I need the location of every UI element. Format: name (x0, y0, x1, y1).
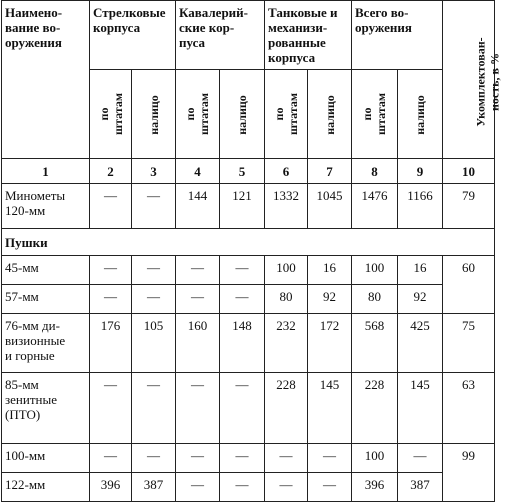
table-cell: 148 (220, 314, 265, 373)
table-cell: 145 (398, 373, 443, 444)
header-rifle-corps: Стрелковые корпуса (90, 1, 176, 70)
table-cell: 75 (443, 314, 495, 373)
table-cell: — (398, 444, 443, 473)
subheader-text: по штатам (272, 92, 301, 136)
table-row (2, 314, 495, 373)
table-cell: 80 (352, 285, 398, 314)
subheader-text: по штатам (183, 92, 212, 136)
table-cell: — (132, 444, 176, 473)
table-cell: — (132, 184, 176, 229)
subheader-rifle-available (132, 70, 176, 159)
row-name: 45-мм (2, 256, 90, 285)
column-number: 1 (2, 159, 90, 184)
subheader-tank-by-staff (265, 70, 308, 159)
table-cell: 60 (443, 256, 495, 314)
section-title: Пушки (2, 229, 495, 256)
column-number: 7 (308, 159, 352, 184)
table-cell: — (132, 256, 176, 285)
subheader-text: налицо (413, 94, 428, 135)
table-cell: 425 (398, 314, 443, 373)
table-cell: — (90, 184, 132, 229)
table-cell: 92 (398, 285, 443, 314)
header-total-weapons: Всего во- оружения (352, 1, 443, 70)
table-cell: 100 (265, 256, 308, 285)
table-cell: 1045 (308, 184, 352, 229)
table-row (2, 473, 495, 502)
table-cell: — (132, 285, 176, 314)
table-cell: 121 (220, 184, 265, 229)
table-cell: 228 (265, 373, 308, 444)
header-staffing-percent-text: Укомплектован- ность, в % (473, 36, 502, 127)
table-cell: — (90, 256, 132, 285)
table-cell: 99 (443, 444, 495, 502)
table-cell: 387 (398, 473, 443, 502)
table-cell: — (265, 444, 308, 473)
table-cell: 228 (352, 373, 398, 444)
header-cavalry-corps: Кавалерий- ские кор- пуса (176, 1, 265, 70)
table-cell: — (220, 444, 265, 473)
table-row (2, 373, 495, 444)
subheader-text: налицо (146, 94, 161, 135)
column-number: 8 (352, 159, 398, 184)
table-cell: 172 (308, 314, 352, 373)
table-cell: 100 (352, 444, 398, 473)
table-cell: — (220, 373, 265, 444)
table-row (2, 285, 495, 314)
table-cell: 16 (398, 256, 443, 285)
weapons-table (1, 0, 502, 502)
column-number: 10 (443, 159, 495, 184)
table-cell: — (220, 285, 265, 314)
subheader-cavalry-available (220, 70, 265, 159)
table-cell: 105 (132, 314, 176, 373)
table-cell: 176 (90, 314, 132, 373)
subheader-text: налицо (322, 94, 337, 135)
header-row (2, 1, 495, 70)
table-cell: 1476 (352, 184, 398, 229)
header-weapon-name: Наимено- вание во- оружения (2, 1, 90, 159)
table-cell: 80 (265, 285, 308, 314)
row-name: 122-мм (2, 473, 90, 502)
table-cell: 145 (308, 373, 352, 444)
table-cell: 396 (352, 473, 398, 502)
header-staffing-percent (443, 1, 502, 159)
table-cell: 79 (443, 184, 495, 229)
table-cell: 63 (443, 373, 495, 444)
table-cell: — (176, 285, 220, 314)
table-cell: — (308, 473, 352, 502)
table-row (2, 184, 495, 229)
column-number: 9 (398, 159, 443, 184)
row-name: 85-мм зенитные (ПТО) (2, 373, 90, 444)
table-cell: — (90, 373, 132, 444)
section-row (2, 229, 495, 256)
subheader-text: по штатам (97, 92, 126, 136)
table-cell: — (176, 373, 220, 444)
table-cell: 1332 (265, 184, 308, 229)
header-tank-corps: Танковые и механизи- рованные корпуса (265, 1, 352, 70)
table-cell: 387 (132, 473, 176, 502)
subheader-rifle-by-staff (90, 70, 132, 159)
row-name: 57-мм (2, 285, 90, 314)
column-number: 3 (132, 159, 176, 184)
subheader-text: налицо (235, 94, 249, 135)
table-cell: — (220, 256, 265, 285)
row-name: 100-мм (2, 444, 90, 473)
subheader-text: по штатам (360, 92, 389, 136)
table-cell: 144 (176, 184, 220, 229)
table-cell: 92 (308, 285, 352, 314)
column-number-row (2, 159, 495, 184)
subheader-tank-available (308, 70, 352, 159)
column-number: 6 (265, 159, 308, 184)
column-number: 5 (220, 159, 265, 184)
table-cell: 160 (176, 314, 220, 373)
column-number: 4 (176, 159, 220, 184)
table-cell: — (176, 473, 220, 502)
subheader-total-available (398, 70, 443, 159)
row-name: Минометы 120-мм (2, 184, 90, 229)
table-cell: 232 (265, 314, 308, 373)
table-cell: — (90, 285, 132, 314)
column-number: 2 (90, 159, 132, 184)
table-cell: 568 (352, 314, 398, 373)
table-cell: — (220, 473, 265, 502)
table-cell: 1166 (398, 184, 443, 229)
subheader-total-by-staff (352, 70, 398, 159)
table-cell: — (176, 444, 220, 473)
table-cell: — (90, 444, 132, 473)
table-cell: — (308, 444, 352, 473)
row-name: 76-мм ди- визионные и горные (2, 314, 90, 373)
table-cell: — (265, 473, 308, 502)
table-cell: 396 (90, 473, 132, 502)
table-row (2, 256, 495, 285)
table-cell: — (176, 256, 220, 285)
table-row (2, 444, 495, 473)
table-cell: 16 (308, 256, 352, 285)
table-cell: 100 (352, 256, 398, 285)
table-cell: — (132, 373, 176, 444)
subheader-cavalry-by-staff (176, 70, 220, 159)
